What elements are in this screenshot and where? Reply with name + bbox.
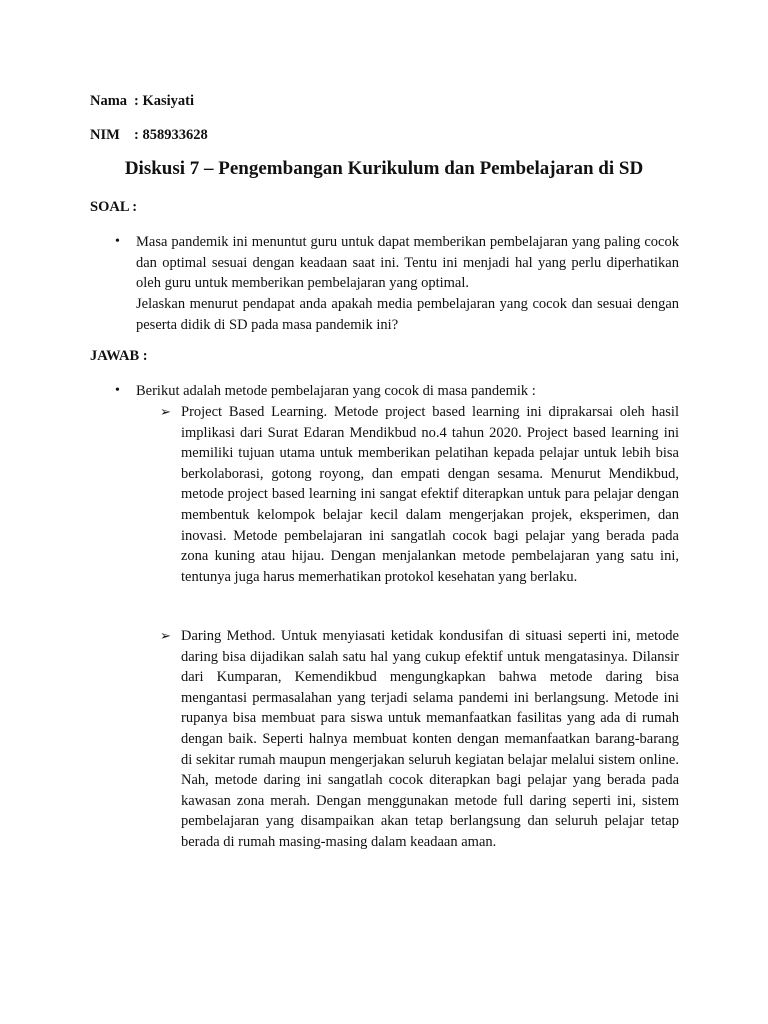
nim-line <box>90 127 208 144</box>
jawab-bullet: • <box>115 383 120 398</box>
nim-value: : 858933628 <box>134 127 208 143</box>
jawab-heading: JAWAB : <box>90 348 148 364</box>
soal-heading: SOAL : <box>90 199 138 215</box>
nama-label: Nama <box>90 93 128 109</box>
jawab-intro: Berikut adalah metode pembelajaran yang cocok di masa pandemik : <box>136 383 536 399</box>
soal-paragraph-2: Jelaskan menurut pendapat anda apakah media pembelajaran yang cocok dan sesuai dengan peserta didik di SD pada masa pandemik ini? <box>136 296 679 333</box>
list-item-daring-method: Daring Method. Untuk menyiasati ketidak kondusifan di situasi seperti ini, metode daring bisa dijadikan salah satu hal yang cukup efektif untuk mengatasinya. Dilansir dari Kumparan, Kemendikbud mengungkapkan bahwa metode daring bisa mengantasi permasalahan yang terjadi selama pandemi ini berlangsung. Metode ini rupanya bisa membuat para siswa untuk memanfaatkan fasilitas yang ada di rumah dengan baik. Seperti halnya membuat konten dengan memanfaatkan barang-barang di sekitar rumah maupun mengerjakan seluruh kegiatan belajar melalui sistem online. Nah, metode daring ini sangatlah cocok diterapkan bagi pelajar yang berada pada kawasan zona merah. Dengan menggunakan metode full daring seperti ini, sistem pembelajaran yang disampaikan akan tetap berlangsung dan seluruh pelajar tetap berada di rumah masing-masing dalam keadaan aman. <box>181 628 679 850</box>
soal-bullet: • <box>115 234 120 249</box>
arrow-bullet-icon: ➢ <box>160 404 171 419</box>
list-item-project-based-learning: Project Based Learning. Metode project based learning ini diprakarsai oleh hasil implikasi dari Surat Edaran Mendikbud no.4 tahun 2020. Project based learning ini memiliki tujuan utama untuk memberikan pelatihan kepada pelajar untuk lebih bisa berkolaborasi, gotong royong, dan empati dengan sesama. Menurut Mendikbud, metode project based learning ini sangat efektif diterapkan untuk para pelajar dengan membentuk kelompok belajar kecil dalam mengerjakan projek, eksperimen, dan inovasi. Metode pembelajaran ini sangatlah cocok bagi pelajar yang berada pada zona kuning atau hijau. Dengan menjalankan metode pembelajaran yang satu ini, tentunya juga harus memerhatikan protokol kesehatan yang berlaku. <box>181 404 679 585</box>
nama-value: : Kasiyati <box>134 93 195 109</box>
nim-label: NIM <box>90 127 120 143</box>
document-title: Diskusi 7 – Pengembangan Kurikulum dan Pembelajaran di SD <box>124 158 644 179</box>
arrow-bullet-icon: ➢ <box>160 628 171 643</box>
soal-paragraph-1: Masa pandemik ini menuntut guru untuk dapat memberikan pembelajaran yang paling cocok dan optimal sesuai dengan keadaan saat ini. Tentu ini menjadi hal yang perlu diperhatikan oleh guru untuk memberikan pembelajaran yang optimal. <box>136 234 679 292</box>
nama-line <box>90 93 194 110</box>
